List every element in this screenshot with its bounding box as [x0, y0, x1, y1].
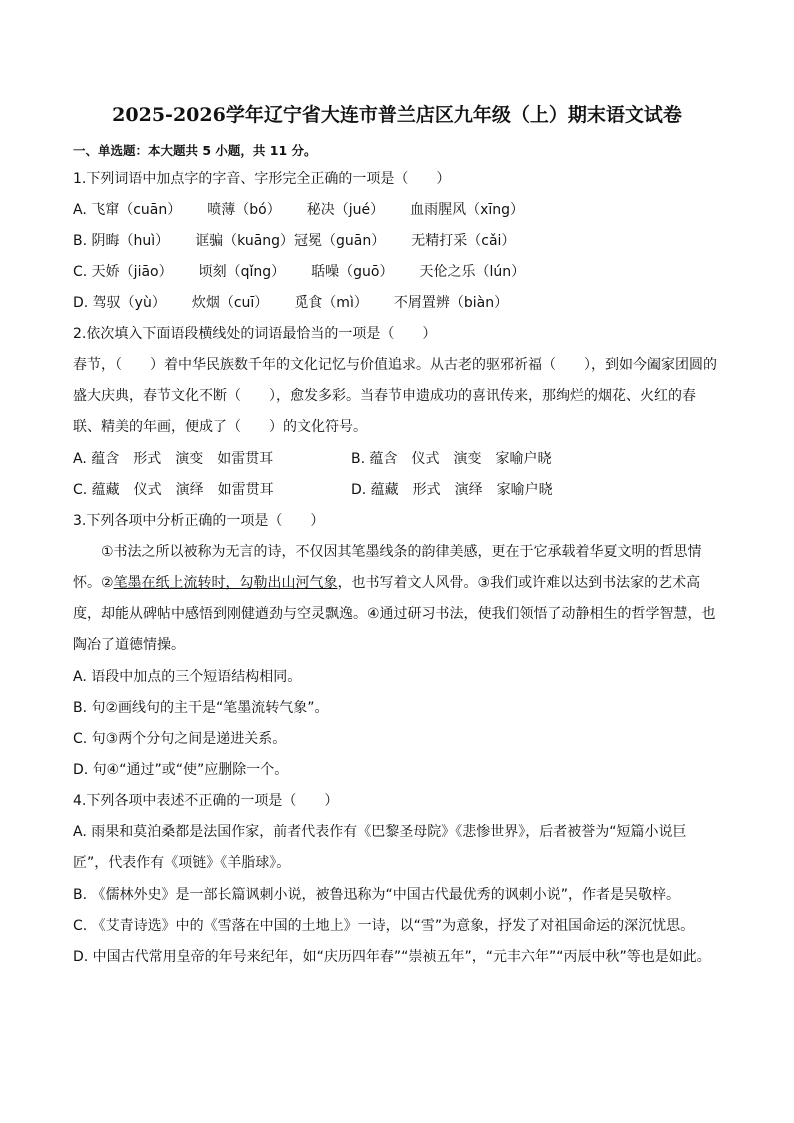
- question-2-option-b: B. 蕴含 仪式 演变 家喻户晓: [351, 451, 552, 467]
- option-d-part: D. 驾驭（yù）: [73, 295, 166, 311]
- option-d-part: 炊烟（cuī）: [191, 295, 269, 311]
- option-c-part: 顷刻（qǐng）: [198, 264, 286, 280]
- question-3-passage: [73, 537, 721, 661]
- option-a-part: 秘决（jué）: [306, 202, 385, 218]
- question-1-option-d: [73, 293, 721, 313]
- passage-part: ，也书写着文人风骨。③我们或许难以达到书法家的艺术高度，却能从碑帖中感悟到刚健遒劲与空灵飘逸。④通过研习书法，使我们领悟了动静相生的哲学智慧，也陶冶了道德情操。: [73, 575, 716, 653]
- question-2-option-d: D. 蕴藏 形式 演绎 家喻户晓: [351, 482, 553, 498]
- question-4-stem: 4.下列各项中表述不正确的一项是（ ）: [73, 793, 339, 809]
- option-b-part: B. 阴晦（huì）: [73, 233, 170, 249]
- question-1-option-c: [73, 262, 721, 282]
- question-3-option-d: D. 句④“通过”或“使”应删除一个。: [73, 762, 289, 778]
- question-2-stem: 2.依次填入下面语段横线处的词语最恰当的一项是（ ）: [73, 326, 437, 342]
- question-2-option-a: A. 蕴含 形式 演变 如雷贯耳: [73, 451, 274, 467]
- exam-page: [73, 100, 721, 979]
- question-4-option-b: B. 《儒林外史》是一部长篇讽刺小说，被鲁迅称为“中国古代最优秀的讽刺小说”，作者是吴敬梓。: [73, 887, 681, 903]
- question-2-option-c: C. 蕴藏 仪式 演绎 如雷贯耳: [73, 482, 274, 498]
- option-a-part: 喷薄（bó）: [207, 202, 281, 218]
- question-1-stem: 1.下列词语中加点字的字音、字形完全正确的一项是（ ）: [73, 171, 451, 187]
- option-c-part: 聒噪（guō）: [311, 264, 394, 280]
- underlined-sentence: 笔墨在纸上流转时，勾勒出山河气象: [113, 575, 338, 591]
- question-3-option-a: A. 语段中加点的三个短语结构相同。: [73, 669, 302, 685]
- question-2-passage: 春节，（ ）着中华民族数千年的文化记忆与价值追求。从古老的驱邪祈福（ ），到如今阖家团圆的盛大庆典，春节文化不断（ ），愈发多彩。当春节申遗成功的喜讯传来，那绚烂的烟花、火红的春联、精美的年画，便成了（ ）的文化符号。: [73, 357, 717, 435]
- option-c-part: 天伦之乐（lún）: [419, 264, 526, 280]
- question-3-option-c: C. 句③两个分句之间是递进关系。: [73, 731, 287, 747]
- question-1-option-b: [73, 231, 721, 251]
- question-2-options-row-2: [73, 480, 721, 500]
- option-d-part: 觅食（mì）: [294, 295, 368, 311]
- page-title: 2025-2026学年辽宁省大连市普兰店区九年级（上）期末语文试卷: [112, 104, 682, 126]
- option-b-part: 诓骗（kuāng）冠冕（guān）: [195, 233, 386, 249]
- question-1-option-a: [73, 200, 721, 220]
- passage-part: ①书法之所以被称为无言的诗，不仅因其笔墨线条的韵律美感，更在于它承载着华夏文明的哲思情怀。②: [73, 544, 702, 591]
- option-a-part: A. 飞窜（cuān）: [73, 202, 182, 218]
- question-4-option-a: A. 雨果和莫泊桑都是法国作家，前者代表作有《巴黎圣母院》《悲惨世界》，后者被誉为“短篇小说巨匠”，代表作有《项链》《羊脂球》。: [73, 824, 687, 871]
- option-c-part: C. 天娇（jiāo）: [73, 264, 173, 280]
- question-2-options-row-1: [73, 449, 721, 469]
- option-d-part: 不屑置辨（biàn）: [393, 295, 509, 311]
- question-4-option-d: D. 中国古代常用皇帝的年号来纪年，如“庆历四年春”“崇祯五年”，“元丰六年”“丙辰中秋”等也是如此。: [73, 949, 711, 965]
- section-heading: 一、单选题：本大题共 5 小题，共 11 分。: [73, 143, 317, 158]
- option-b-part: 无精打采（cǎi）: [411, 233, 516, 249]
- question-4-option-c: C. 《艾青诗选》中的《雪落在中国的土地上》一诗，以“雪”为意象，抒发了对祖国命运的深沉忧思。: [73, 918, 695, 934]
- question-3-option-b: B. 句②画线句的主干是“笔墨流转气象”。: [73, 700, 329, 716]
- option-a-part: 血雨腥风（xīng）: [410, 202, 525, 218]
- question-3-stem: 3.下列各项中分析正确的一项是（ ）: [73, 513, 325, 529]
